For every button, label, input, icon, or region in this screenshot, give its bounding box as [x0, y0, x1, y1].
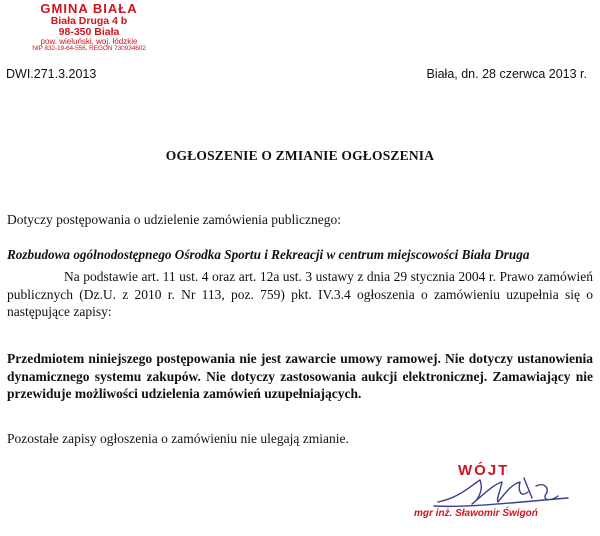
stamp-address-line2: 98-350 Biała [58, 25, 120, 38]
signatory-name: mgr inż. Sławomir Świgoń [414, 508, 538, 519]
bold-paragraph: Przedmiotem niniejszego postępowania nie jest zawarcie umowy ramowej. Nie dotyczy ustanowienia dynamicznego systemu zakupów. Nie dotyczy zastosowania aukcji elektronicznej. Zamawiający nie przewiduje możliwości udzielenia zamówień uzupełniających. [7, 351, 593, 401]
document-title: OGŁOSZENIE O ZMIANIE OGŁOSZENIA [165, 148, 435, 163]
body-paragraph: Na podstawie art. 11 ust. 4 oraz art. 12a ust. 3 ustawy z dnia 29 stycznia 2004 r. Prawo zamówień publicznych (Dz.U. z 2010 r. Nr 113, poz. 759) pkt. IV.3.4 ogłoszenia o zamówieniu uzupełnia się o następujące zapisy: [7, 269, 593, 319]
signature-title: WÓJT [458, 462, 510, 479]
final-paragraph: Pozostałe zapisy ogłoszenia o zamówieniu nie ulegają zmianie. [7, 431, 349, 446]
municipality-stamp [0, 2, 178, 53]
stamp-tax-ids: NIP 832-19-64-556, REGON 730934602 [32, 45, 146, 53]
date-line: Biała, dn. 28 czerwca 2013 r. [426, 67, 587, 81]
reference-number: DWI.271.3.2013 [6, 67, 97, 81]
intro-paragraph: Dotyczy postępowania o udzielenie zamówienia publicznego: [7, 212, 342, 227]
signature-block [410, 462, 580, 532]
stamp-address-line1: Biała Druga 4 b [50, 14, 128, 27]
stamp-district: pow. wieluński, woj. łódzkie [40, 36, 138, 46]
stamp-name: GMINA BIAŁA [40, 1, 138, 16]
subject-line: Rozbudowa ogólnodostępnego Ośrodka Sportu i Rekreacji w centrum miejscowości Biała Druga [7, 247, 530, 262]
